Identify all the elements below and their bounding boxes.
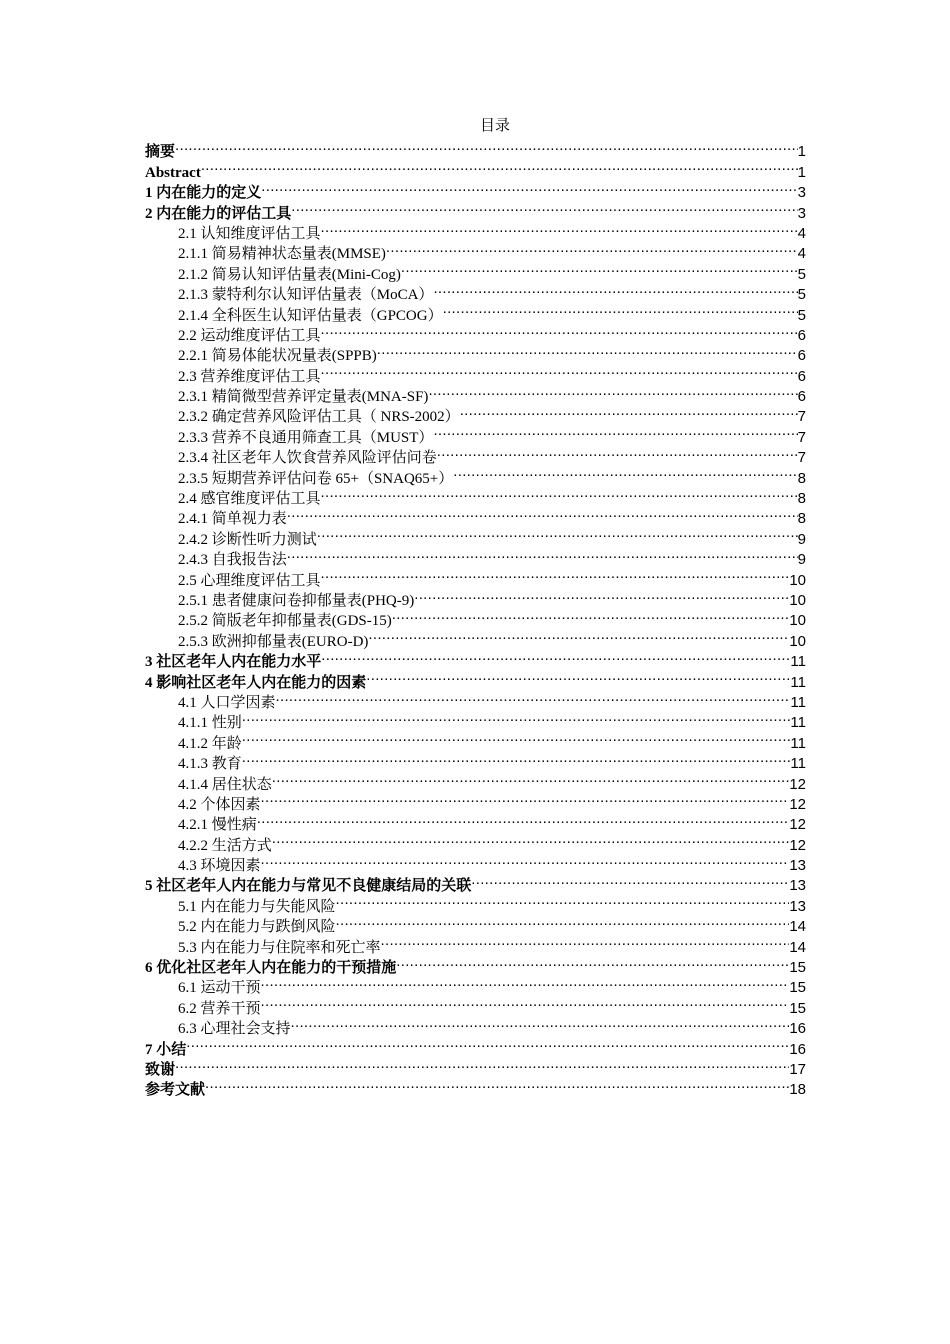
toc-dot-leader [336, 890, 790, 910]
toc-dot-leader [261, 992, 790, 1012]
toc-entry-title: 6.1 运动干预 [178, 980, 261, 997]
toc-entry-page-number: 7 [797, 428, 806, 446]
toc-entry-page-number: 11 [790, 653, 806, 671]
toc-entry-page-number: 5 [797, 306, 806, 324]
toc-entry-page-number: 6 [797, 347, 806, 365]
toc-entry-title: 2.3.1 精简微型营养评定量表(MNA-SF) [178, 389, 429, 406]
toc-entry-title: 2.3.4 社区老年人饮食营养风险评估问卷 [178, 450, 437, 467]
toc-entry-page-number: 6 [797, 388, 806, 406]
toc-entry-page-number: 8 [797, 469, 806, 487]
toc-dot-leader [433, 421, 797, 441]
toc-entry-title: 5.2 内在能力与跌倒风险 [178, 919, 336, 936]
toc-dot-leader [368, 625, 789, 645]
toc-entry-title: 4.1 人口学因素 [178, 694, 276, 711]
toc-entry-page-number: 1 [797, 143, 806, 161]
toc-entry-page-number: 11 [790, 673, 806, 691]
toc-entry-page-number: 11 [790, 734, 806, 752]
toc-dot-leader [377, 340, 798, 360]
toc-dot-leader [186, 1033, 789, 1053]
toc-entry-title: 4.1.2 年龄 [178, 735, 242, 752]
toc-entry-page-number: 10 [789, 632, 806, 650]
toc-dot-leader [287, 503, 798, 523]
toc-dot-leader [175, 136, 798, 156]
toc-dot-leader [287, 544, 798, 564]
toc-entry[interactable] [145, 1054, 806, 1078]
toc-entry-title: 摘要 [145, 144, 176, 161]
toc-entry[interactable] [145, 748, 806, 773]
toc-entry-page-number: 13 [789, 877, 806, 895]
toc-dot-leader [321, 483, 798, 503]
toc-list [145, 136, 806, 1099]
toc-dot-leader [242, 707, 791, 727]
toc-entry-page-number: 8 [797, 510, 806, 528]
toc-entry-page-number: 15 [789, 999, 806, 1017]
toc-entry[interactable] [145, 1033, 806, 1058]
toc-dot-leader [460, 401, 798, 421]
toc-entry-title: 2.5.2 简版老年抑郁量表(GDS-15) [178, 613, 392, 630]
toc-entry-page-number: 17 [789, 1060, 806, 1078]
toc-entry-page-number: 4 [797, 224, 806, 242]
toc-entry[interactable] [145, 707, 806, 732]
toc-entry-title: 4.3 环境因素 [178, 858, 261, 875]
toc-entry-page-number: 14 [789, 938, 806, 956]
toc-entry[interactable] [145, 1074, 806, 1099]
toc-entry-page-number: 1 [797, 163, 806, 181]
toc-entry-title: 2.3.3 营养不良通用筛查工具（MUST） [178, 429, 434, 446]
toc-entry-page-number: 14 [789, 918, 806, 936]
toc-dot-leader [291, 1013, 790, 1033]
toc-dot-leader [321, 320, 798, 340]
toc-entry-page-number: 5 [797, 265, 806, 283]
toc-dot-leader [276, 687, 791, 707]
toc-dot-leader [261, 972, 790, 992]
toc-entry-page-number: 6 [797, 326, 806, 344]
toc-dot-leader [321, 646, 790, 666]
toc-dot-leader [366, 666, 790, 686]
toc-dot-leader [321, 218, 798, 238]
toc-entry-title: 4.2.2 生活方式 [178, 837, 272, 854]
toc-dot-leader [261, 850, 790, 870]
toc-entry[interactable] [145, 177, 806, 202]
toc-dot-leader [261, 177, 797, 197]
toc-dot-leader [396, 952, 789, 972]
toc-entry-page-number: 9 [797, 530, 806, 548]
toc-dot-leader [392, 605, 790, 625]
toc-entry-page-number: 6 [797, 367, 806, 385]
toc-entry-title: 2.4.1 简单视力表 [178, 511, 287, 528]
toc-entry-page-number: 10 [789, 591, 806, 609]
toc-entry-title: 4.1.4 居住状态 [178, 776, 272, 793]
toc-dot-leader [242, 748, 791, 768]
toc-entry-page-number: 3 [797, 184, 806, 202]
toc-title: 目录 [479, 118, 510, 134]
toc-entry-title: 2.3.5 短期营养评估问卷 65+（SNAQ65+） [178, 470, 454, 487]
toc-entry-page-number: 13 [789, 897, 806, 915]
toc-entry-page-number: 4 [797, 245, 806, 263]
toc-entry-page-number: 10 [789, 612, 806, 630]
toc-dot-leader [386, 238, 798, 258]
toc-entry-title: 2.1 认知维度评估工具 [178, 225, 321, 242]
toc-entry-title: 2.2.1 简易体能状况量表(SPPB) [178, 348, 377, 365]
toc-dot-leader [201, 156, 798, 176]
toc-dot-leader [272, 768, 790, 788]
toc-entry-page-number: 18 [789, 1081, 806, 1099]
toc-dot-leader [414, 585, 789, 605]
toc-dot-leader [205, 1074, 789, 1094]
toc-entry[interactable] [145, 156, 806, 181]
toc-dot-leader [428, 381, 797, 401]
toc-dot-leader [317, 523, 798, 543]
toc-entry-page-number: 12 [789, 775, 806, 793]
toc-entry-title: 2.5.1 患者健康问卷抑郁量表(PHQ-9) [178, 592, 415, 609]
toc-entry-page-number: 11 [790, 693, 806, 711]
toc-dot-leader [401, 258, 798, 278]
toc-dot-leader [443, 299, 798, 319]
toc-entry-title: 5.3 内在能力与住院率和死亡率 [178, 939, 381, 956]
toc-entry-title: 2.1.3 蒙特利尔认知评估量表（MoCA） [178, 287, 434, 304]
toc-entry-page-number: 12 [789, 795, 806, 813]
toc-entry-page-number: 7 [797, 449, 806, 467]
toc-dot-leader [471, 870, 789, 890]
toc-entry-title: 参考文献 [145, 1082, 206, 1099]
toc-entry-title: 1 内在能力的定义 [145, 185, 262, 202]
toc-entry-title: 2.2 运动维度评估工具 [178, 327, 321, 344]
toc-entry-page-number: 5 [797, 286, 806, 304]
toc-entry-page-number: 16 [789, 1040, 806, 1058]
toc-entry-title: Abstract [145, 164, 201, 181]
toc-dot-leader [272, 829, 790, 849]
toc-entry-title: 2.3 营养维度评估工具 [178, 368, 321, 385]
toc-entry-title: 6 优化社区老年人内在能力的干预措施 [145, 960, 397, 977]
toc-entry-title: 4.2.1 慢性病 [178, 817, 257, 834]
toc-entry-title: 6.3 心理社会支持 [178, 1021, 291, 1038]
toc-entry-title: 2.5.3 欧洲抑郁量表(EURO-D) [178, 633, 369, 650]
toc-dot-leader [261, 789, 790, 809]
toc-entry-title: 3 社区老年人内在能力水平 [145, 654, 322, 671]
toc-dot-leader [175, 1054, 789, 1074]
toc-entry-title: 6.2 营养干预 [178, 1000, 261, 1017]
toc-entry-title: 2.1.4 全科医生认知评估量表（GPCOG） [178, 307, 443, 324]
toc-dot-leader [321, 564, 790, 584]
toc-entry-title: 5.1 内在能力与失能风险 [178, 898, 336, 915]
toc-dot-leader [453, 462, 797, 482]
toc-entry-title: 2 内在能力的评估工具 [145, 205, 292, 222]
toc-dot-leader [242, 727, 791, 747]
toc-entry-page-number: 13 [789, 857, 806, 875]
toc-entry-page-number: 11 [790, 714, 806, 732]
toc-dot-leader [336, 911, 790, 931]
toc-dot-leader [433, 279, 797, 299]
toc-entry-title: 4.1.1 性别 [178, 715, 242, 732]
toc-entry-page-number: 8 [797, 490, 806, 508]
toc-entry-page-number: 7 [797, 408, 806, 426]
toc-entry-title: 2.4.3 自我报告法 [178, 552, 287, 569]
toc-entry[interactable] [145, 727, 806, 752]
toc-entry-title: 4.1.3 教育 [178, 756, 242, 773]
toc-dot-leader [257, 809, 790, 829]
toc-entry-title: 2.1.2 简易认知评估量表(Mini-Cog) [178, 266, 401, 283]
toc-entry-page-number: 10 [789, 571, 806, 589]
toc-entry[interactable] [145, 768, 806, 793]
toc-entry-title: 2.5 心理维度评估工具 [178, 572, 321, 589]
toc-entry-title: 2.1.1 简易精神状态量表(MMSE) [178, 246, 386, 263]
toc-entry-page-number: 3 [797, 204, 806, 222]
toc-entry-title: 2.4 感官维度评估工具 [178, 491, 321, 508]
toc-entry-page-number: 12 [789, 816, 806, 834]
toc-dot-leader [437, 442, 798, 462]
toc-entry-page-number: 16 [789, 1020, 806, 1038]
toc-entry[interactable] [145, 136, 806, 161]
toc-entry-title: 5 社区老年人内在能力与常见不良健康结局的关联 [145, 878, 472, 895]
toc-dot-leader [321, 360, 798, 380]
toc-entry-page-number: 12 [789, 836, 806, 854]
toc-entry-page-number: 15 [789, 979, 806, 997]
toc-entry-page-number: 9 [797, 551, 806, 569]
toc-entry-title: 2.4.2 诊断性听力测试 [178, 531, 317, 548]
toc-entry-page-number: 15 [789, 959, 806, 977]
toc-entry-title: 致谢 [145, 1061, 176, 1078]
toc-dot-leader [291, 197, 797, 217]
toc-dot-leader [381, 931, 790, 951]
toc-entry-title: 4 影响社区老年人内在能力的因素 [145, 674, 367, 691]
toc-entry-page-number: 11 [790, 755, 806, 773]
toc-entry-title: 2.3.2 确定营养风险评估工具（ NRS-2002） [178, 409, 460, 426]
toc-entry-title: 4.2 个体因素 [178, 796, 261, 813]
toc-entry-title: 7 小结 [145, 1041, 187, 1058]
